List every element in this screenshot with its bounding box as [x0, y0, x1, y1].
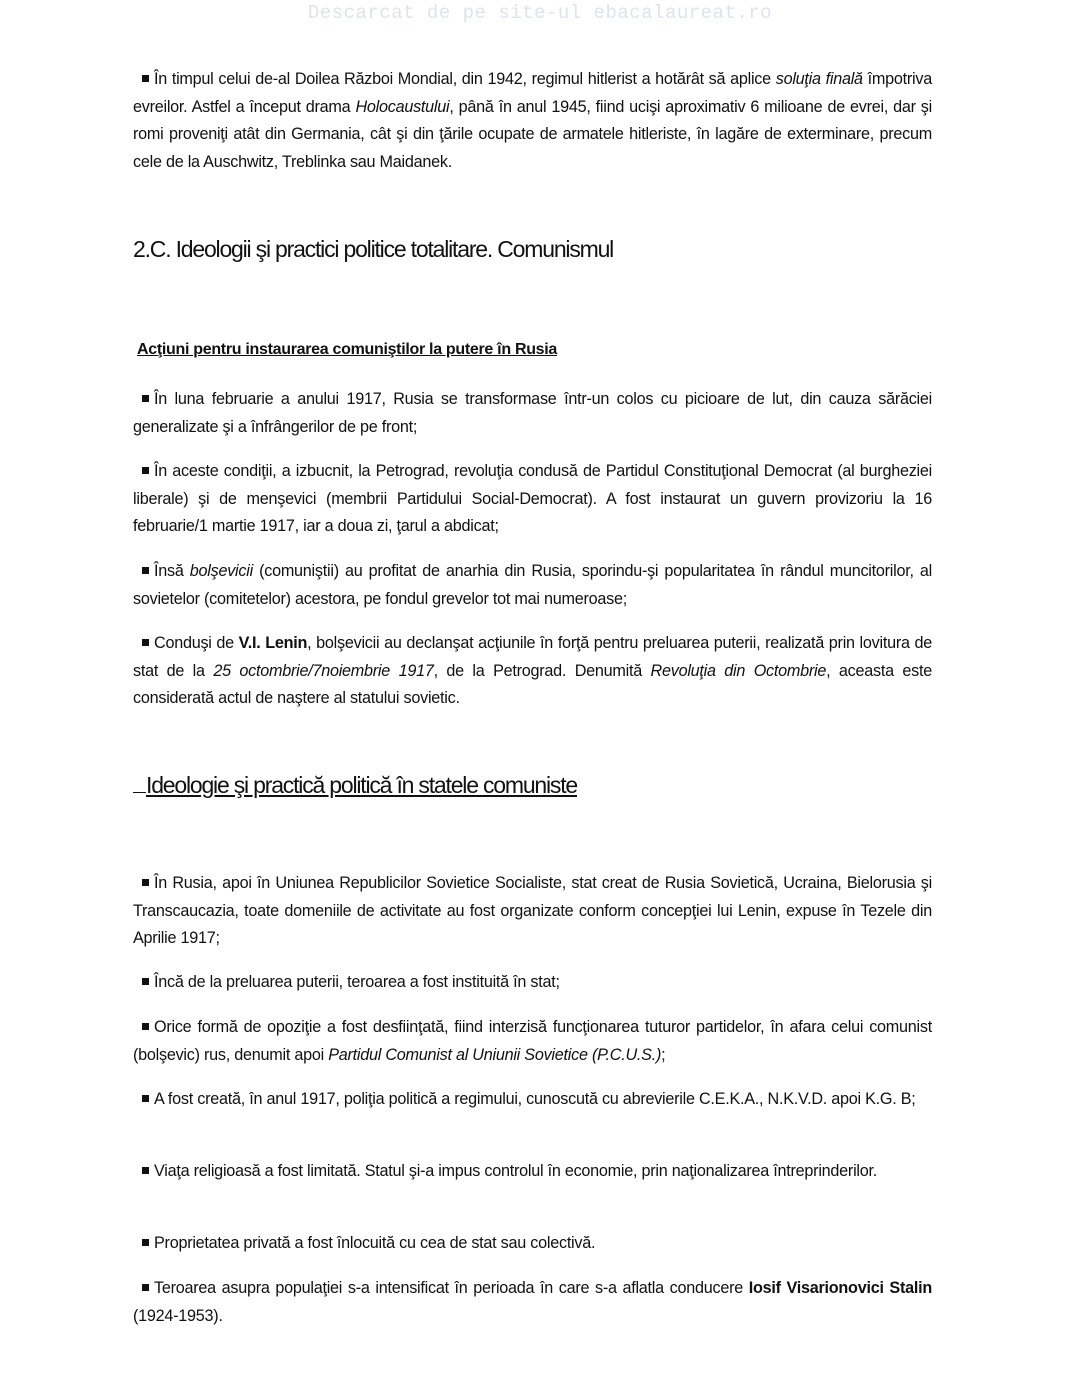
underline-lead: [133, 772, 146, 793]
paragraph-february-1917: În luna februarie a anului 1917, Rusia se transformase într-un colos cu picioare de lut, din cauza sărăciei generalizate şi a înfrângerilor de pe front;: [133, 390, 932, 436]
bullet-icon: [142, 1167, 149, 1174]
paragraph-opposition: Orice formă de opoziţie a fost desfiinţată, fiind interzisă funcţionarea tuturor partidelor, în afara celui comunist (bolşevic) rus, denumit apoi Partidul Comunist al Uniunii Sovietice (P.C.U.S.);: [133, 1018, 932, 1064]
bullet-icon: [142, 1095, 149, 1102]
bullet-icon: [142, 639, 149, 646]
paragraph-political-police: A fost creată, în anul 1917, poliţia politică a regimului, cunoscută cu abrevierile C.E.K.A., N.K.V.D. apoi K.G. B;: [133, 1086, 932, 1114]
bullet-icon: [142, 879, 149, 886]
paragraph-ussr: În Rusia, apoi în Uniunea Republicilor Sovietice Socialiste, stat creat de Rusia Sovietică, Ucraina, Bielorusia şi Transcaucazia, toate domeniile de activitate au fost organizate conform concepţiei lui Lenin, expuse în Tezele din Aprilie 1917;: [133, 874, 932, 947]
bullet-icon: [142, 395, 149, 402]
watermark: Descarcat de pe site-ul ebacalaureat.ro: [307, 2, 773, 24]
bullet-icon: [142, 1284, 149, 1291]
subsection-title-ideology: Ideologie şi practică politică în statele comuniste: [133, 772, 577, 799]
bullet-icon: [142, 1239, 149, 1246]
paragraph-stalin: Teroarea asupra populaţiei s-a intensificat în perioada în care s-a aflatla conducere Iosif Visarionovici Stalin (1924-1953).: [133, 1279, 932, 1325]
bullet-icon: [142, 1023, 149, 1030]
bullet-icon: [142, 978, 149, 985]
bullet-icon: [142, 467, 149, 474]
bullet-icon: [142, 75, 149, 82]
paragraph-religion-economy: Viaţa religioasă a fost limitată. Statul şi-a impus controlul în economie, prin naţionalizarea întreprinderilor.: [133, 1158, 932, 1186]
bullet-icon: [142, 567, 149, 574]
paragraph-lenin: Conduşi de V.I. Lenin, bolşevicii au declanşat acţiunile în forţă pentru preluarea puterii, realizată prin lovitura de stat de la 25 octombrie/7noiembrie 1917, de la Petrograd. Denumită Revoluţia din Octombrie, aceasta este considerată actul de naştere al statului sovietic.: [133, 634, 932, 707]
section-title: 2.C. Ideologii şi practici politice totalitare. Comunismul: [133, 236, 614, 262]
paragraph-petrograd-revolution: În aceste condiţii, a izbucnit, la Petrograd, revoluţia condusă de Partidul Constituţional Democrat (al burgheziei liberale) şi de menşevici (membrii Partidului Social-Democrat). A fost instaurat un guvern provizoriu la 16 februarie/1 martie 1917, iar a doua zi, ţarul a abdicat;: [133, 462, 932, 535]
paragraph-terror-instituted: Încă de la preluarea puterii, teroarea a fost instituită în stat;: [133, 969, 932, 997]
subsection-title-actions: Acţiuni pentru instaurarea comuniştilor la putere în Rusia: [137, 341, 558, 358]
paragraph-private-property: Proprietatea privată a fost înlocuită cu cea de stat sau colectivă.: [133, 1230, 932, 1258]
intro-paragraph: În timpul celui de-al Doilea Război Mondial, din 1942, regimul hitlerist a hotărât să aplice soluţia finală împotriva evreilor. Astfel a început drama Holocaustului, până în anul 1945, fiind ucişi aproximativ 6 milioane de evrei, dar şi romi proveniţi atât din Germania, cât şi din ţările ocupate de armatele hitleriste, în lagăre de exterminare, precum cele de la Auschwitz, Treblinka sau Maidanek.: [133, 70, 932, 171]
paragraph-bolsheviks: Însă bolşevicii (comuniştii) au profitat de anarhia din Rusia, sporindu-şi popularitatea în rândul muncitorilor, al sovietelor (comitetelor) acestora, pe fondul grevelor tot mai numeroase;: [133, 562, 932, 608]
